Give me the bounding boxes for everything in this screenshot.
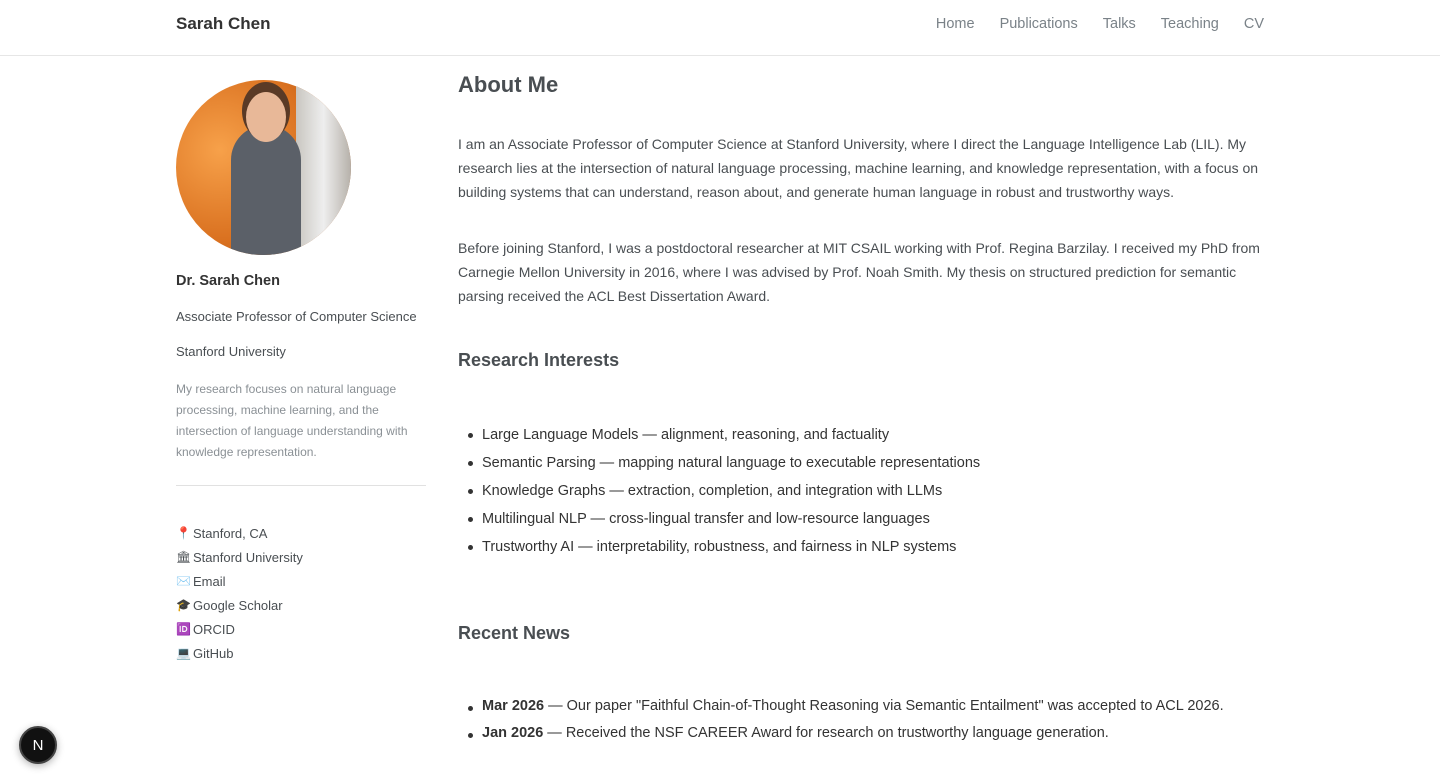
list-item: Knowledge Graphs — extraction, completion, and integration with LLMs — [468, 477, 1268, 505]
news-text: — Our paper "Faithful Chain-of-Thought Reasoning via Semantic Entailment" was accepted to ACL 2026. — [544, 698, 1224, 714]
news-item — [468, 721, 1258, 745]
contact-list — [176, 521, 426, 665]
profile-institution: Stanford University — [176, 344, 286, 359]
contact-university[interactable] — [176, 545, 426, 569]
list-item: Multilingual NLP — cross-lingual transfer and low-resource languages — [468, 505, 1268, 533]
graduation-cap-icon: 🎓 — [176, 598, 191, 612]
news-date: Mar 2026 — [482, 698, 545, 714]
nav-talks[interactable]: Talks — [1102, 16, 1136, 32]
nav-cv[interactable]: CV — [1243, 16, 1264, 32]
about-paragraph-2: Before joining Stanford, I was a postdoctoral researcher at MIT CSAIL working with Prof. Regina Barzilay. I received my PhD from Carnegie Mellon University in 2016, where I was advised by Prof. Noah Smith. My thesis on structured prediction for semantic parsing received the ACL Best Dissertation Award. — [458, 240, 1260, 304]
laptop-icon: 💻 — [176, 646, 191, 660]
contact-email[interactable] — [176, 569, 426, 593]
about-heading: About Me — [458, 72, 559, 97]
contact-location[interactable] — [176, 521, 426, 545]
profile-title: Associate Professor of Computer Science — [176, 309, 417, 324]
contact-github[interactable] — [176, 641, 426, 665]
contact-label: Google Scholar — [193, 597, 283, 613]
site-brand[interactable]: Sarah Chen — [176, 14, 271, 33]
nav-links — [936, 16, 1264, 32]
recent-news-heading: Recent News — [458, 623, 571, 643]
avatar — [176, 80, 351, 255]
profile-bio: My research focuses on natural language processing, machine learning, and the intersection of language understanding with knowledge representation. — [176, 382, 408, 459]
list-item: Semantic Parsing — mapping natural language to executable representations — [468, 449, 1268, 477]
top-nav — [0, 0, 1440, 56]
nav-teaching[interactable]: Teaching — [1160, 16, 1219, 32]
interests-list — [468, 421, 1268, 561]
divider — [176, 485, 426, 486]
main-content — [458, 72, 1268, 745]
contact-label: GitHub — [193, 645, 234, 661]
institution-icon: 🏛 — [176, 550, 192, 564]
contact-label: Stanford, CA — [193, 525, 268, 541]
contact-orcid[interactable] — [176, 617, 426, 641]
contact-label: ORCID — [193, 621, 235, 637]
research-interests-heading: Research Interests — [458, 350, 620, 370]
dev-tools-badge[interactable]: N — [19, 726, 57, 764]
id-icon: 🆔 — [176, 622, 191, 636]
about-paragraph-1: I am an Associate Professor of Computer Science at Stanford University, where I direct the Language Intelligence Lab (LIL). My research lies at the intersection of natural language processing, machine learning, and knowledge representation, with a focus on building systems that can understand, reason about, and generate human language in robust and trustworthy ways. — [458, 136, 1259, 200]
envelope-icon: ✉️ — [176, 574, 191, 588]
contact-label: Stanford University — [193, 549, 303, 565]
list-item: Large Language Models — alignment, reasoning, and factuality — [468, 421, 1268, 449]
nav-home[interactable]: Home — [935, 16, 975, 32]
news-date: Jan 2026 — [482, 725, 544, 741]
news-item — [468, 694, 1258, 718]
profile-name: Dr. Sarah Chen — [176, 273, 280, 289]
contact-label: Email — [193, 573, 226, 589]
sidebar — [176, 80, 426, 665]
nav-publications[interactable]: Publications — [999, 16, 1078, 32]
news-list — [468, 694, 1258, 745]
pin-icon: 📍 — [176, 526, 191, 540]
news-text: — Received the NSF CAREER Award for research on trustworthy language generation. — [543, 725, 1109, 741]
contact-scholar[interactable] — [176, 593, 426, 617]
list-item: Trustworthy AI — interpretability, robustness, and fairness in NLP systems — [468, 533, 1268, 561]
